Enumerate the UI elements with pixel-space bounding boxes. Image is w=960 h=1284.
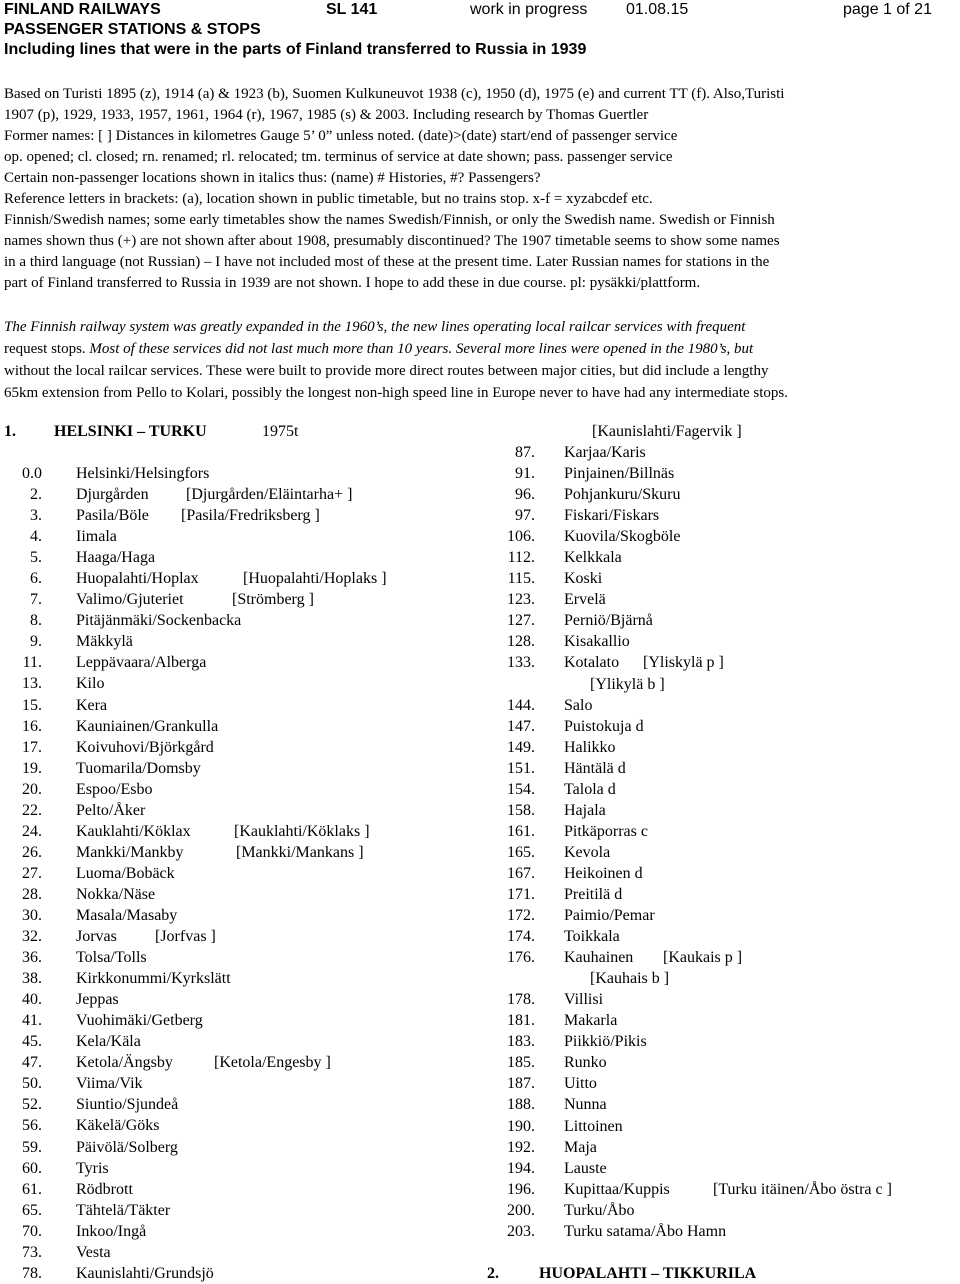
station-name: Nokka/Näse <box>76 885 156 903</box>
station-distance: 133. <box>507 654 535 672</box>
document-subtitle-2: Including lines that were in the parts of Finland transferred to Russia in 1939 <box>4 41 587 58</box>
station-distance: 28. <box>22 885 42 903</box>
station-row <box>0 842 470 863</box>
station-name: Vuohimäki/Getberg <box>76 1012 203 1030</box>
station-row <box>497 779 957 800</box>
section-1-note: 1975t <box>262 423 299 440</box>
station-row <box>0 1073 470 1094</box>
station-name: Turku satama/Åbo Hamn <box>564 1222 727 1240</box>
station-row <box>0 737 470 758</box>
station-name: Pinjainen/Billnäs <box>564 465 675 483</box>
intro-line: in a third language (not Russian) – I have not included most of these at the present time. Later Russian names for stations in the <box>4 254 770 270</box>
station-distance: 2. <box>30 486 42 504</box>
station-row <box>497 716 957 737</box>
station-row <box>0 1094 470 1115</box>
station-name: Fiskari/Fiskars <box>564 507 660 525</box>
station-former-name: [Pasila/Fredriksberg ] <box>181 507 320 525</box>
intro-line: Former names: [ ] Distances in kilometres Gauge 5’ 0” unless noted. (date)>(date) start/end of passenger service <box>4 128 678 144</box>
station-distance: 167. <box>507 864 535 882</box>
station-row <box>497 821 957 842</box>
station-row <box>0 484 470 505</box>
station-distance: 40. <box>22 991 42 1009</box>
intro-line: Finnish/Swedish names; some early timetables show the names Swedish/Finnish, or only the Swedish name. Swedish or Finnish <box>4 212 775 228</box>
intro-line: Reference letters in brackets: (a), location shown in public timetable, but no trains stop. x-f = xyzabcdef etc. <box>4 191 653 207</box>
station-row <box>0 1200 470 1221</box>
history-paragraph <box>4 316 960 404</box>
station-row <box>497 463 957 484</box>
history-line <box>4 338 960 360</box>
station-name: Kevola <box>564 843 611 861</box>
station-row <box>0 1158 470 1179</box>
station-distance: 190. <box>507 1117 535 1135</box>
station-distance: 50. <box>22 1075 42 1093</box>
station-name: Leppävaara/Alberga <box>76 654 207 672</box>
station-name: Mäkkylä <box>76 633 133 651</box>
station-name: Kaunislahti/Grundsjö <box>76 1264 214 1282</box>
station-row <box>0 1179 470 1200</box>
station-name: Kauhainen <box>564 949 634 967</box>
station-name: Häntälä d <box>564 759 626 777</box>
station-name: Pitäjänmäki/Sockenbacka <box>76 612 242 630</box>
station-row <box>0 547 470 568</box>
station-distance: 19. <box>22 759 42 777</box>
station-row <box>0 631 470 652</box>
station-row <box>0 463 470 484</box>
station-distance: 97. <box>515 507 535 525</box>
station-name: Tähtelä/Täkter <box>76 1201 171 1219</box>
station-name: Maja <box>564 1138 597 1156</box>
station-row <box>0 1242 470 1263</box>
station-row <box>0 589 470 610</box>
station-distance: 38. <box>22 970 42 988</box>
station-name: Tolsa/Tolls <box>76 949 147 967</box>
station-name: Paimio/Pemar <box>564 907 655 925</box>
station-row <box>497 695 957 716</box>
station-former-name: [Jorfvas ] <box>155 928 216 946</box>
station-name: Runko <box>564 1054 607 1072</box>
station-distance: 65. <box>22 1201 42 1219</box>
station-name: Pohjankuru/Skuru <box>564 486 681 504</box>
station-row <box>497 1073 957 1094</box>
station-row <box>0 863 470 884</box>
station-distance: 5. <box>30 549 42 567</box>
station-distance: 106. <box>507 528 535 546</box>
station-name: Inkoo/Ingå <box>76 1222 147 1240</box>
station-row <box>497 800 957 821</box>
station-name: Perniö/Bjärnå <box>564 612 653 630</box>
station-name: Kilo <box>76 675 105 693</box>
station-distance: 183. <box>507 1033 535 1051</box>
station-distance: 6. <box>30 570 42 588</box>
station-name: Iimala <box>76 528 117 546</box>
station-name: Huopalahti/Hoplax <box>76 570 199 588</box>
station-distance: 203. <box>507 1222 535 1240</box>
station-row <box>0 1010 470 1031</box>
station-row <box>497 968 957 989</box>
station-row <box>497 505 957 526</box>
station-name: Heikoinen d <box>564 864 643 882</box>
station-name: Pasila/Böle <box>76 507 149 525</box>
station-distance: 32. <box>22 928 42 946</box>
italic-text: The Finnish railway system was greatly expanded in the 1960’s, the new lines operating local railcar services with frequent <box>4 319 746 335</box>
station-row <box>0 610 470 631</box>
station-distance: 27. <box>22 864 42 882</box>
italic-text: Most of these services did not last much more than 10 years. Several more lines were opened in the 1980’s, but <box>85 341 754 357</box>
station-distance: 161. <box>507 822 535 840</box>
station-former-name: [Kaukais p ] <box>663 949 743 967</box>
station-distance: 60. <box>22 1159 42 1177</box>
station-distance: 52. <box>22 1096 42 1114</box>
station-name: Toikkala <box>564 928 620 946</box>
station-distance: 115. <box>507 570 535 588</box>
station-name: Puistokuja d <box>564 717 644 735</box>
station-former-name: [Ketola/Engesby ] <box>214 1054 331 1072</box>
station-former-name: [Huopalahti/Hoplaks ] <box>243 570 387 588</box>
station-row <box>0 1263 470 1284</box>
station-row <box>497 589 957 610</box>
station-row <box>497 1116 957 1137</box>
document-date: 01.08.15 <box>626 1 689 18</box>
intro-line: Based on Turisti 1895 (z), 1914 (a) & 1923 (b), Suomen Kulkuneuvot 1938 (c), 1950 (d), 1975 (e) and current TT (f). Also,Turisti <box>4 86 785 102</box>
station-distance: 188. <box>507 1096 535 1114</box>
document-code: SL 141 <box>326 1 378 18</box>
station-distance: 196. <box>507 1180 535 1198</box>
station-row <box>497 989 957 1010</box>
station-former-name: [Djurgården/Eläintarha+ ] <box>186 486 353 504</box>
section-2-title: HUOPALAHTI – TIKKURILA <box>539 1265 757 1282</box>
station-distance: 8. <box>30 612 42 630</box>
station-distance: 30. <box>22 906 42 924</box>
station-row <box>0 716 470 737</box>
section-1-number: 1. <box>4 423 16 440</box>
station-name: Vesta <box>76 1243 111 1261</box>
station-name: Nunna <box>564 1096 607 1114</box>
document-subtitle: PASSENGER STATIONS & STOPS <box>4 21 261 38</box>
station-distance: 178. <box>507 991 535 1009</box>
station-row <box>0 905 470 926</box>
station-name: Djurgården <box>76 486 149 504</box>
station-list-left <box>0 463 470 1284</box>
station-distance: 128. <box>507 633 535 651</box>
station-distance: 112. <box>507 549 535 567</box>
station-distance: 91. <box>515 465 535 483</box>
station-name: Karjaa/Karis <box>564 444 646 461</box>
station-name: Lauste <box>564 1159 607 1177</box>
station-distance: 181. <box>507 1012 535 1030</box>
station-former-name: [Kauklahti/Köklaks ] <box>234 822 370 840</box>
station-row <box>0 568 470 589</box>
station-former-name: [Ylikylä b ] <box>590 675 665 693</box>
station-former-name: [Mankki/Mankans ] <box>236 843 364 861</box>
station-row <box>497 1200 957 1221</box>
station-name: Villisi <box>564 991 604 1009</box>
station-distance: 174. <box>507 928 535 946</box>
history-line <box>4 382 960 404</box>
station-name: Pitkäporras c <box>564 822 648 840</box>
station-distance: 9. <box>30 633 42 651</box>
station-distance: 7. <box>30 591 42 609</box>
station-name: Haaga/Haga <box>76 549 156 567</box>
station-row <box>497 1221 957 1242</box>
station-row <box>497 547 957 568</box>
station-name: Jorvas <box>76 928 117 946</box>
station-row <box>497 484 957 505</box>
station-distance: 70. <box>22 1222 42 1240</box>
section-1-title: HELSINKI – TURKU <box>54 423 207 440</box>
station-name: Littoinen <box>564 1117 623 1135</box>
station-name: Valimo/Gjuteriet <box>76 591 184 609</box>
station-row <box>0 821 470 842</box>
station-row <box>497 442 957 463</box>
right-header-alt-name: [Kaunislahti/Fagervik ] <box>592 423 742 440</box>
station-distance: 4. <box>30 528 42 546</box>
station-name: Kauniainen/Grankulla <box>76 717 219 735</box>
station-name: Kotalato <box>564 654 620 672</box>
station-distance: 172. <box>507 907 535 925</box>
station-distance: 123. <box>507 591 535 609</box>
station-row <box>0 1221 470 1242</box>
station-name: Kupittaa/Kuppis <box>564 1180 670 1198</box>
station-row <box>497 884 957 905</box>
station-name: Ervelä <box>564 591 606 609</box>
plain-text: without the local railcar services. These were built to provide more direct routes between major cities, but did include a lengthy <box>4 363 769 379</box>
station-distance: 149. <box>507 738 535 756</box>
station-distance: 41. <box>22 1012 42 1030</box>
station-name: Helsinki/Helsingfors <box>76 465 210 482</box>
station-name: Espoo/Esbo <box>76 780 153 798</box>
station-name: Hajala <box>564 801 606 819</box>
station-name: Koivuhovi/Björkgård <box>76 738 214 756</box>
station-row <box>0 1031 470 1052</box>
station-distance: 200. <box>507 1201 535 1219</box>
station-row <box>497 526 957 547</box>
station-row <box>0 926 470 947</box>
station-distance: 3. <box>30 507 42 525</box>
station-name: Turku/Åbo <box>564 1201 635 1219</box>
station-distance: 87. <box>515 444 535 461</box>
station-distance: 154. <box>507 780 535 798</box>
station-name: Kela/Käla <box>76 1033 141 1051</box>
station-name: Tyris <box>76 1159 109 1177</box>
intro-notes <box>4 84 960 294</box>
station-row <box>497 737 957 758</box>
station-distance: 59. <box>22 1138 42 1156</box>
station-name: Käkelä/Göks <box>76 1117 160 1135</box>
station-distance: 0.0 <box>22 465 42 482</box>
station-distance: 56. <box>22 1117 42 1135</box>
station-row <box>497 905 957 926</box>
station-row <box>497 610 957 631</box>
station-row <box>497 1010 957 1031</box>
station-row <box>0 758 470 779</box>
station-former-name: [Kauhais b ] <box>590 970 670 988</box>
document-title: FINLAND RAILWAYS <box>4 1 161 18</box>
station-row <box>497 652 957 673</box>
station-row <box>497 674 957 695</box>
station-distance: 36. <box>22 949 42 967</box>
station-row <box>497 1137 957 1158</box>
station-distance: 20. <box>22 780 42 798</box>
station-distance: 22. <box>22 801 42 819</box>
station-distance: 24. <box>22 822 42 840</box>
station-distance: 171. <box>507 885 535 903</box>
station-row <box>497 863 957 884</box>
station-row <box>497 1158 957 1179</box>
station-name: Salo <box>564 696 593 714</box>
station-name: Päivölä/Solberg <box>76 1138 178 1156</box>
station-row <box>497 1031 957 1052</box>
station-name: Kirkkonummi/Kyrkslätt <box>76 970 231 988</box>
station-name: Viima/Vik <box>76 1075 143 1093</box>
station-distance: 47. <box>22 1054 42 1072</box>
station-distance: 147. <box>507 717 535 735</box>
station-row <box>497 947 957 968</box>
station-name: Pelto/Åker <box>76 801 146 819</box>
station-distance: 11. <box>22 654 42 672</box>
intro-line: 1907 (p), 1929, 1933, 1957, 1961, 1964 (r), 1967, 1985 (s) & 2003. Including research by Thomas Guertler <box>4 107 649 123</box>
station-row <box>0 989 470 1010</box>
station-distance: 187. <box>507 1075 535 1093</box>
intro-line: Certain non-passenger locations shown in italics thus: (name) # Histories, #? Passengers? <box>4 170 541 186</box>
station-distance: 176. <box>507 949 535 967</box>
document-status: work in progress <box>470 1 588 18</box>
station-name: Kisakallio <box>564 633 630 651</box>
station-name: Kauklahti/Köklax <box>76 822 191 840</box>
station-distance: 96. <box>515 486 535 504</box>
station-name: Tuomarila/Domsby <box>76 759 201 777</box>
station-name: Talola d <box>564 780 616 798</box>
station-distance: 17. <box>22 738 42 756</box>
intro-line: op. opened; cl. closed; rn. renamed; rl. relocated; tm. terminus of service at date shown; pass. passenger service <box>4 149 673 165</box>
station-distance: 73. <box>22 1243 42 1261</box>
station-name: Kera <box>76 696 108 714</box>
station-name: Halikko <box>564 738 616 756</box>
station-row <box>0 800 470 821</box>
station-distance: 127. <box>507 612 535 630</box>
intro-line: part of Finland transferred to Russia in 1939 are not shown. I hope to add these in due course. pl: pysäkki/plattform. <box>4 275 701 291</box>
station-row <box>0 884 470 905</box>
station-distance: 78. <box>22 1264 42 1282</box>
station-row <box>497 1179 957 1200</box>
station-name: Makarla <box>564 1012 618 1030</box>
station-distance: 144. <box>507 696 535 714</box>
station-row <box>497 1052 957 1073</box>
station-list-right <box>497 442 957 1242</box>
station-name: Masala/Masaby <box>76 906 178 924</box>
station-distance: 158. <box>507 801 535 819</box>
station-name: Kuovila/Skogböle <box>564 528 681 546</box>
page-number: page 1 of 21 <box>843 1 932 18</box>
section-2-number: 2. <box>487 1265 499 1282</box>
station-distance: 45. <box>22 1033 42 1051</box>
station-row <box>497 631 957 652</box>
station-row <box>497 842 957 863</box>
station-former-name: [Turku itäinen/Åbo östra c ] <box>713 1180 892 1198</box>
station-row <box>0 673 470 694</box>
station-distance: 13. <box>22 675 42 693</box>
station-distance: 61. <box>22 1180 42 1198</box>
station-distance: 194. <box>507 1159 535 1177</box>
history-line <box>4 316 960 338</box>
station-distance: 165. <box>507 843 535 861</box>
station-name: Koski <box>564 570 603 588</box>
station-name: Piikkiö/Pikis <box>564 1033 647 1051</box>
station-former-name: [Yliskylä p ] <box>643 654 724 672</box>
station-former-name: [Strömberg ] <box>232 591 314 609</box>
station-name: Rödbrott <box>76 1180 133 1198</box>
station-row <box>0 1052 470 1073</box>
station-row <box>0 695 470 716</box>
station-name: Luoma/Bobäck <box>76 864 175 882</box>
plain-text: 65km extension from Pello to Kolari, possibly the longest non-high speed line in Europe never to have had any intermediate stops. <box>4 385 789 401</box>
station-name: Siuntio/Sjundeå <box>76 1096 179 1114</box>
station-name: Ketola/Ängsby <box>76 1054 173 1072</box>
station-row <box>0 1115 470 1136</box>
station-row <box>0 968 470 989</box>
station-row <box>497 568 957 589</box>
station-name: Kelkkala <box>564 549 622 567</box>
station-row <box>0 779 470 800</box>
station-distance: 16. <box>22 717 42 735</box>
station-distance: 26. <box>22 843 42 861</box>
station-row <box>497 1094 957 1115</box>
station-row <box>0 1137 470 1158</box>
station-distance: 151. <box>507 759 535 777</box>
plain-text: request stops. <box>4 341 86 357</box>
station-row <box>497 758 957 779</box>
station-row <box>0 505 470 526</box>
station-name: Jeppas <box>76 991 119 1009</box>
station-row <box>497 926 957 947</box>
history-line <box>4 360 960 382</box>
station-name: Mankki/Mankby <box>76 843 184 861</box>
station-name: Uitto <box>564 1075 597 1093</box>
station-row <box>0 947 470 968</box>
intro-line: names shown thus (+) are not shown after about 1908, presumably discontinued? The 1907 timetable seems to show some names <box>4 233 780 249</box>
station-distance: 192. <box>507 1138 535 1156</box>
station-row <box>0 526 470 547</box>
station-name: Preitilä d <box>564 885 623 903</box>
station-distance: 185. <box>507 1054 535 1072</box>
station-row <box>0 652 470 673</box>
station-distance: 15. <box>22 696 42 714</box>
